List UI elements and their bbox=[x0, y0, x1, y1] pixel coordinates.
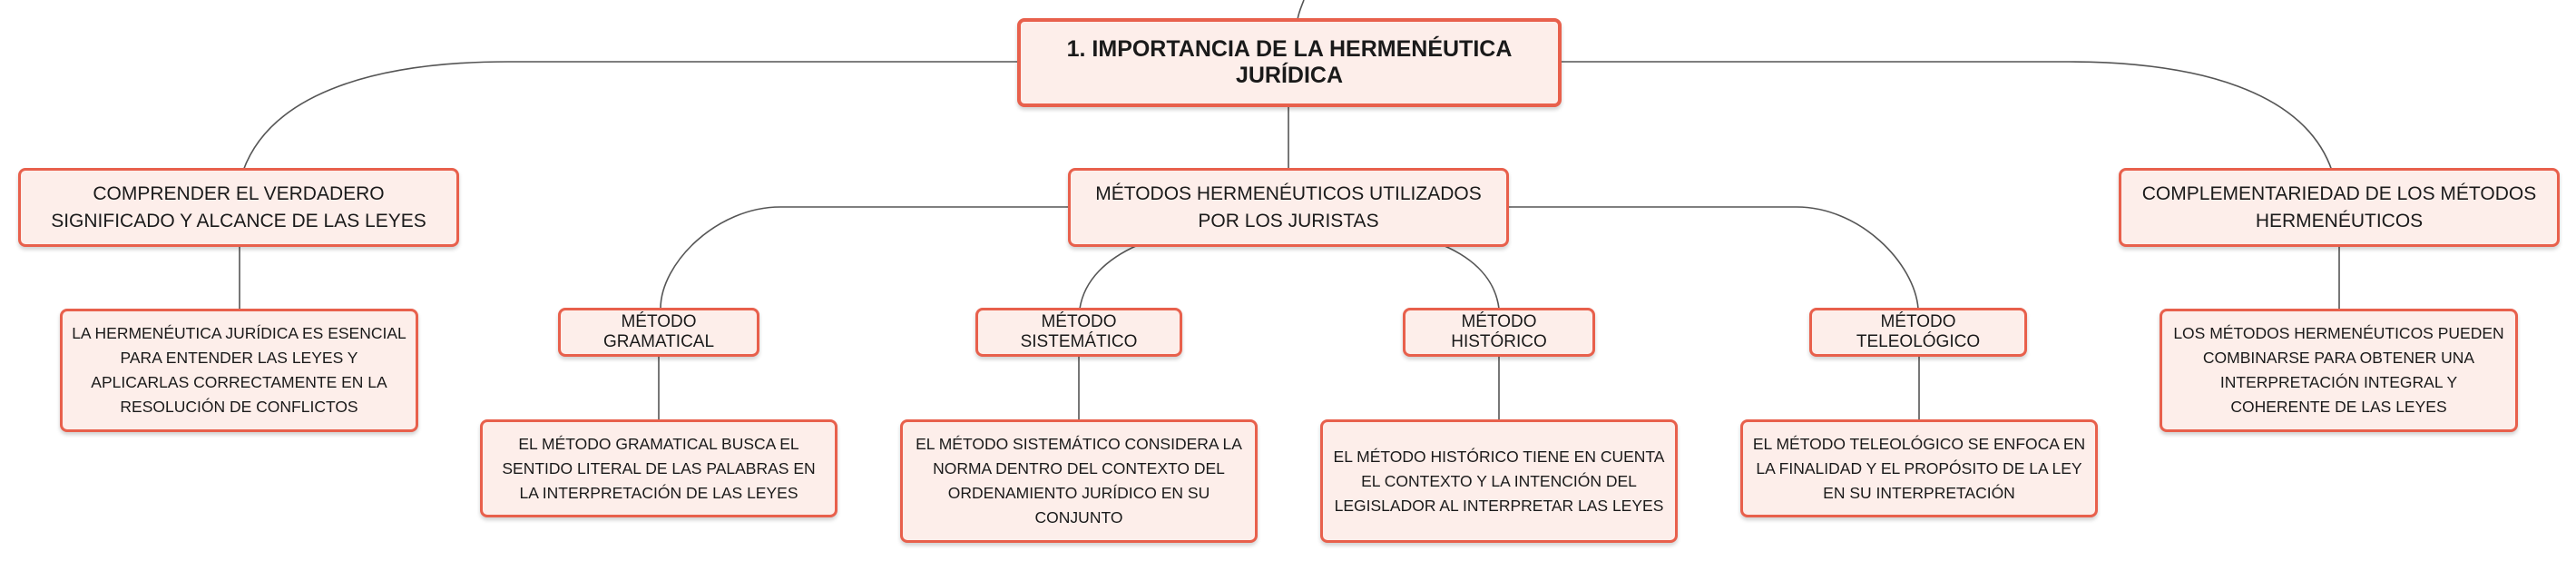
connector-center-sistematico bbox=[1080, 245, 1138, 309]
branch-label: COMPRENDER EL VERDADERO SIGNIFICADO Y ALCANCE DE LAS LEYES bbox=[51, 182, 426, 231]
detail-node-comprender[interactable] bbox=[60, 309, 418, 432]
method-label: MÉTODO TELEOLÓGICO bbox=[1856, 312, 1981, 351]
detail-node-teleologico[interactable] bbox=[1740, 419, 2098, 517]
branch-node-comprender[interactable] bbox=[18, 168, 459, 247]
detail-text: EL MÉTODO TELEOLÓGICO SE ENFOCA EN LA FINALIDAD Y EL PROPÓSITO DE LA LEY EN SU INTERPRETACIÓN bbox=[1752, 434, 2086, 502]
connector-center-historico bbox=[1443, 245, 1499, 309]
method-label: MÉTODO GRAMATICAL bbox=[602, 312, 715, 351]
branch-label: COMPLEMENTARIEDAD DE LOS MÉTODOS HERMENÉUTICOS bbox=[2141, 182, 2537, 231]
connector-center-gramatical bbox=[661, 207, 1069, 309]
root-label: 1. IMPORTANCIA DE LA HERMENÉUTICA JURÍDICA bbox=[1066, 36, 1513, 88]
method-node-gramatical[interactable] bbox=[558, 308, 759, 357]
method-label: MÉTODO HISTÓRICO bbox=[1451, 312, 1547, 351]
detail-text: EL MÉTODO HISTÓRICO TIENE EN CUENTA EL CONTEXTO Y LA INTENCIÓN DEL LEGISLADOR AL INTERPRETAR LAS LEYES bbox=[1333, 447, 1665, 515]
branch-node-complementariedad[interactable] bbox=[2119, 168, 2560, 247]
detail-text: EL MÉTODO SISTEMÁTICO CONSIDERA LA NORMA DENTRO DEL CONTEXTO DEL ORDENAMIENTO JURÍDICO EN SU CONJUNTO bbox=[916, 435, 1242, 527]
detail-node-sistematico[interactable] bbox=[900, 419, 1258, 543]
connector-center-teleologico bbox=[1508, 207, 1918, 309]
detail-text: LA HERMENÉUTICA JURÍDICA ES ESENCIAL PARA ENTENDER LAS LEYES Y APLICARLAS CORRECTAMENTE EN LA RESOLUCIÓN DE CONFLICTOS bbox=[72, 324, 406, 416]
method-node-teleologico[interactable] bbox=[1809, 308, 2027, 357]
detail-text: EL MÉTODO GRAMATICAL BUSCA EL SENTIDO LITERAL DE LAS PALABRAS EN LA INTERPRETACIÓN DE LAS LEYES bbox=[502, 434, 816, 502]
branch-label: MÉTODOS HERMENÉUTICOS UTILIZADOS POR LOS JURISTAS bbox=[1095, 182, 1482, 231]
branch-node-metodos[interactable] bbox=[1068, 168, 1509, 247]
detail-node-gramatical[interactable] bbox=[480, 419, 837, 517]
root-node[interactable] bbox=[1017, 18, 1562, 107]
connector-root-right bbox=[1559, 62, 2332, 171]
method-label: MÉTODO SISTEMÁTICO bbox=[1020, 312, 1138, 351]
detail-node-historico[interactable] bbox=[1320, 419, 1678, 543]
method-node-sistematico[interactable] bbox=[975, 308, 1182, 357]
connector-root-left bbox=[243, 62, 1018, 171]
detail-node-complementariedad[interactable] bbox=[2160, 309, 2518, 432]
connector-parent-root bbox=[1298, 0, 1304, 20]
detail-text: LOS MÉTODOS HERMENÉUTICOS PUEDEN COMBINARSE PARA OBTENER UNA INTERPRETACIÓN INTEGRAL Y COHERENTE DE LAS LEYES bbox=[2173, 324, 2504, 416]
method-node-historico[interactable] bbox=[1403, 308, 1595, 357]
